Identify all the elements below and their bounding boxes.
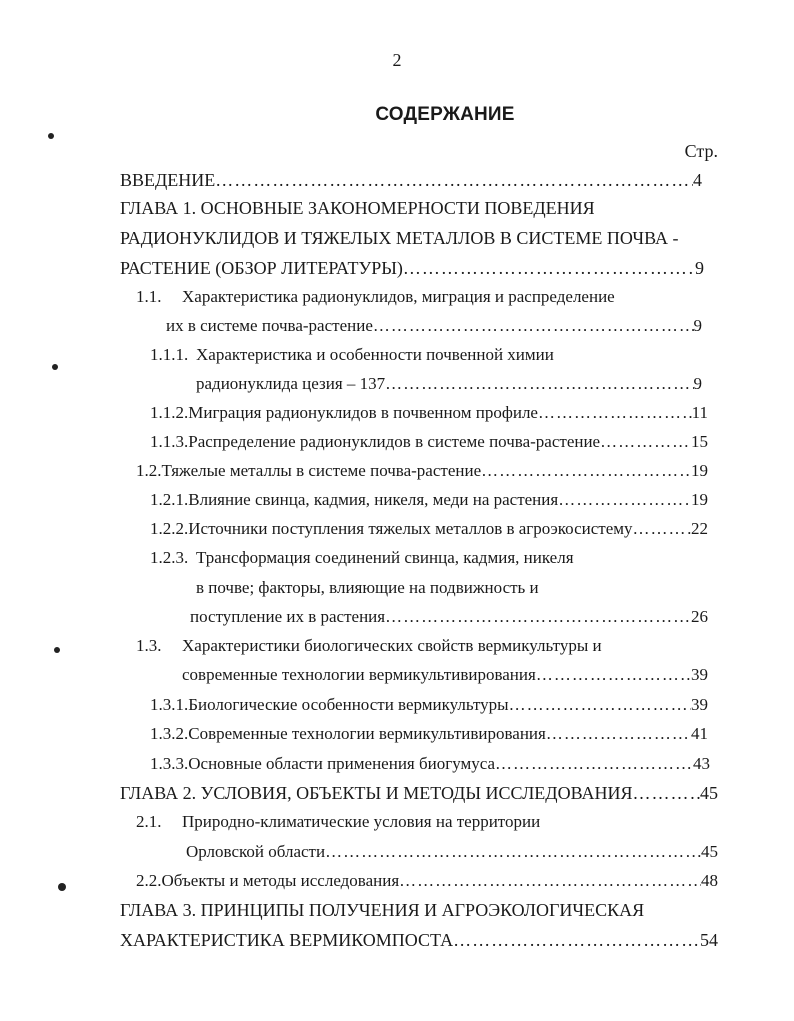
toc-leader-dots: [558, 490, 691, 510]
toc-entry: [182, 665, 708, 689]
toc-entry-text: Влияние свинца, кадмия, никеля, меди на растения: [188, 490, 559, 509]
page-title: СОДЕРЖАНИЕ: [375, 104, 515, 125]
toc-entry-text: ГЛАВА 2. УСЛОВИЯ, ОБЪЕКТЫ И МЕТОДЫ ИССЛЕДОВАНИЯ: [120, 783, 633, 803]
toc-entry-page: 9: [695, 258, 704, 278]
toc-entry-number: 1.2.1.: [150, 490, 189, 509]
toc-leader-dots: [215, 170, 693, 191]
toc-leader-dots: [538, 403, 692, 423]
toc-entry-text: Современные технологии вермикультивирования: [188, 724, 546, 743]
toc-entry-page: 39: [691, 665, 708, 684]
toc-entry-page: 19: [691, 461, 708, 480]
toc-leader-dots: [632, 783, 700, 804]
toc-entry: [196, 374, 702, 398]
toc-entry-text: их в системе почва-растение: [166, 316, 373, 335]
toc-entry: [120, 258, 704, 282]
toc-leader-dots: [325, 842, 701, 862]
toc-leader-dots: [633, 519, 691, 539]
toc-entry-page: 11: [691, 403, 708, 422]
toc-entry-text: ГЛАВА 3. ПРИНЦИПЫ ПОЛУЧЕНИЯ И АГРОЭКОЛОГИЧЕСКАЯ: [120, 900, 645, 920]
toc-entry-text: Характеристика радионуклидов, миграция и распределение: [182, 287, 615, 306]
toc-entry: [120, 900, 644, 924]
toc-entry-number: 1.3.: [136, 636, 162, 655]
toc-entry-number: 1.3.1.: [150, 695, 189, 714]
toc-entry-text: поступление их в растения: [190, 607, 386, 626]
toc-entry-page: 48: [701, 871, 718, 890]
toc-entry-number: 1.2.2.: [150, 519, 189, 538]
toc-entry-number: 2.2.: [136, 871, 162, 890]
toc-leader-dots: [495, 754, 693, 774]
toc-entry: [150, 519, 708, 543]
scan-speck: [54, 647, 60, 653]
toc-entry-number: 1.1.1.: [150, 345, 189, 364]
toc-leader-dots: [373, 316, 694, 336]
toc-entry-number: 1.1.2.: [150, 403, 189, 422]
toc-entry-page: 41: [691, 724, 708, 743]
toc-entry: [136, 287, 615, 311]
toc-entry: [136, 871, 718, 895]
toc-entry-text: Тяжелые металлы в системе почва-растение: [161, 461, 482, 480]
toc-entry: [120, 170, 702, 194]
toc-entry-text: Миграция радионуклидов в почвенном профиле: [188, 403, 538, 422]
toc-entry: [136, 636, 602, 660]
toc-entry: [120, 930, 718, 954]
toc-entry-page: 45: [700, 783, 718, 803]
toc-entry: [150, 724, 708, 748]
toc-entry-text: Источники поступления тяжелых металлов в агроэкосистему: [188, 519, 633, 538]
scan-speck: [58, 883, 66, 891]
toc-entry: [136, 812, 540, 836]
toc-entry: [136, 461, 708, 485]
toc-entry-page: 45: [701, 842, 718, 861]
toc-entry-page: 43: [693, 754, 710, 773]
scan-speck: [52, 364, 58, 370]
toc-leader-dots: [453, 930, 700, 951]
toc-entry: [150, 695, 708, 719]
toc-entry-page: 22: [691, 519, 708, 538]
toc-entry-page: 9: [693, 374, 702, 393]
toc-entry-number: 1.3.3.: [150, 754, 189, 773]
toc-entry-number: 1.2.3.: [150, 548, 189, 567]
toc-entry: [150, 432, 708, 456]
toc-entry-text: ВВЕДЕНИЕ: [120, 170, 216, 190]
toc-leader-dots: [481, 461, 691, 481]
scan-speck: [48, 133, 54, 139]
toc-entry-text: ГЛАВА 1. ОСНОВНЫЕ ЗАКОНОМЕРНОСТИ ПОВЕДЕНИЯ: [120, 198, 595, 218]
toc-leader-dots: [546, 724, 691, 744]
page-column-label: Стр.: [684, 141, 718, 161]
toc-entry: [186, 842, 718, 866]
toc-entry-text: Биологические особенности вермикультуры: [188, 695, 509, 714]
toc-entry: [150, 345, 554, 369]
toc-entry-text: РАДИОНУКЛИДОВ И ТЯЖЕЛЫХ МЕТАЛЛОВ В СИСТЕМЕ ПОЧВА -: [120, 228, 679, 248]
toc-entry-page: 39: [691, 695, 708, 714]
toc-entry-text: Орловской области: [186, 842, 326, 861]
toc-entry: [150, 403, 708, 427]
toc-entry-text: Распределение радионуклидов в системе почва-растение: [188, 432, 601, 451]
toc-entry: [150, 548, 574, 572]
toc-entry: [120, 198, 595, 222]
toc-entry-number: 2.1.: [136, 812, 162, 831]
toc-entry-text: Объекты и методы исследования: [161, 871, 400, 890]
toc-leader-dots: [509, 695, 691, 715]
toc-entry-number: 1.3.2.: [150, 724, 189, 743]
toc-entry-number: 1.1.: [136, 287, 162, 306]
toc-entry-text: Трансформация соединений свинца, кадмия, никеля: [196, 548, 574, 567]
toc-entry-text: Характеристики биологических свойств вермикультуры и: [182, 636, 602, 655]
toc-entry-text: современные технологии вермикультивирования: [182, 665, 536, 684]
toc-entry: [150, 754, 710, 778]
toc-entry: [190, 607, 708, 631]
page-number: 2: [392, 50, 402, 70]
toc-entry-page: 15: [691, 432, 708, 451]
toc-entry-page: 26: [691, 607, 708, 626]
toc-entry-number: 1.1.3.: [150, 432, 189, 451]
toc-entry-text: Основные области применения биогумуса: [188, 754, 496, 773]
toc-entry-text: радионуклида цезия – 137: [196, 374, 386, 393]
toc-entry-page: 9: [693, 316, 702, 335]
toc-leader-dots: [600, 432, 691, 452]
toc-entry-page: 54: [700, 930, 718, 950]
toc-entry: [196, 578, 539, 602]
toc-leader-dots: [536, 665, 691, 685]
toc-entry-text: РАСТЕНИЕ (ОБЗОР ЛИТЕРАТУРЫ): [120, 258, 403, 278]
toc-leader-dots: [385, 607, 691, 627]
toc-entry: [166, 316, 702, 340]
toc-entry-page: 4: [693, 170, 702, 190]
toc-leader-dots: [385, 374, 693, 394]
toc-entry: [150, 490, 708, 514]
toc-leader-dots: [399, 871, 701, 891]
toc-entry: [120, 228, 678, 252]
toc-entry-page: 19: [691, 490, 708, 509]
toc-entry-text: Природно-климатические условия на территории: [182, 812, 541, 831]
toc-leader-dots: [403, 258, 695, 279]
toc-entry-text: в почве; факторы, влияющие на подвижность и: [196, 578, 539, 597]
toc-entry-text: Характеристика и особенности почвенной химии: [196, 345, 554, 364]
toc-entry-number: 1.2.: [136, 461, 162, 480]
toc-entry-text: ХАРАКТЕРИСТИКА ВЕРМИКОМПОСТА: [120, 930, 454, 950]
toc-entry: [120, 783, 718, 807]
